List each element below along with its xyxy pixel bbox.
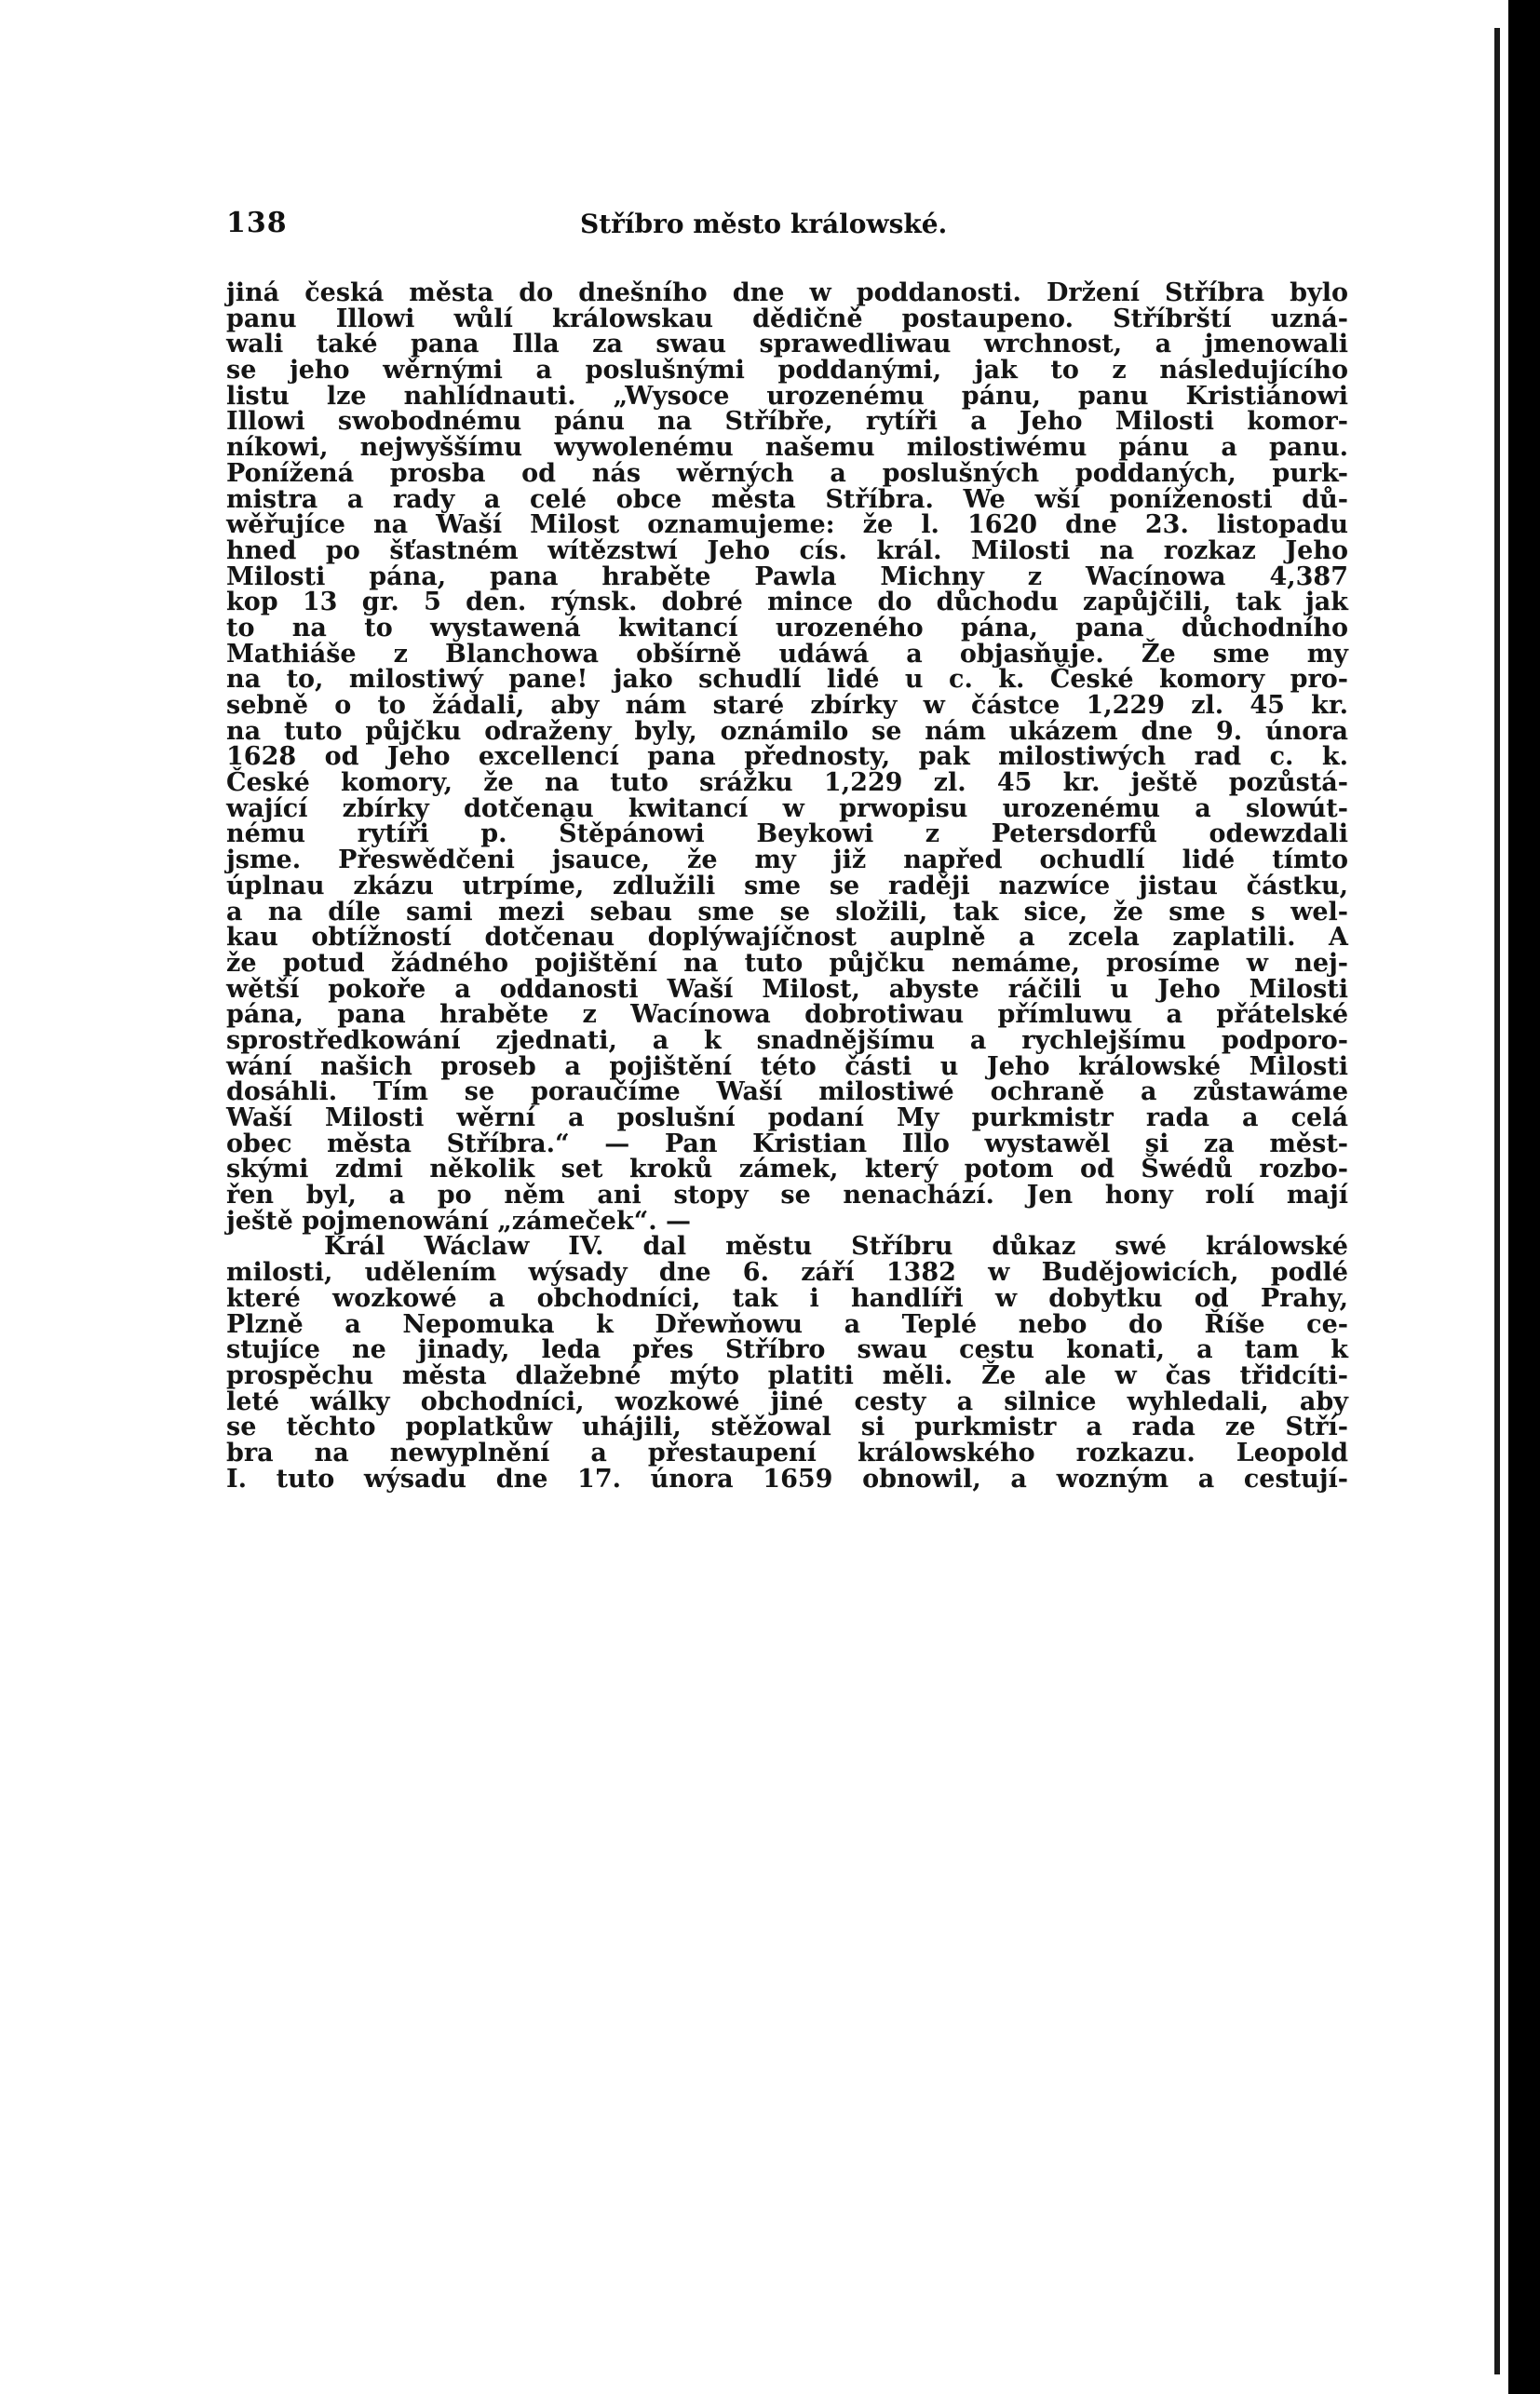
text-line: Plzně a Nepomuka k Dřewňowu a Teplé nebo do Říše ce-	[226, 1309, 1348, 1339]
text-line: na to, milostiwý pane! jako schudlí lidé u c. k. České komory pro-	[226, 665, 1348, 695]
text-line: obec města Stříbra.“ — Pan Kristian Illo wystawěl si za měst-	[226, 1129, 1348, 1158]
text-line: wání našich proseb a pojištění této části u Jeho králowské Milosti	[226, 1051, 1348, 1081]
text-line: Ponížená prosba od nás wěrných a poslušných poddaných, purk-	[226, 458, 1348, 488]
text-line: nému rytíři p. Štěpánowi Beykowi z Petersdorfů odewzdali	[226, 819, 1348, 849]
text-line: jiná česká města do dnešního dne w poddanosti. Držení Stříbra bylo	[226, 278, 1348, 307]
text-line: I. tuto wýsadu dne 17. února 1659 obnowil, a wozným a cestují-	[226, 1464, 1348, 1494]
text-line: stujíce ne jinady, leda přes Stříbro swau cestu konati, a tam k	[226, 1335, 1348, 1365]
page-header	[226, 207, 1348, 253]
text-line: Milosti pána, pana hraběte Pawla Michny z Wacínowa 4,387	[226, 561, 1348, 591]
text-line: wětší pokoře a oddanosti Waší Milost, abyste ráčili u Jeho Milosti	[226, 974, 1348, 1004]
page-number: 138	[226, 207, 288, 239]
text-line: dosáhli. Tím se poraučíme Waší milostiwé ochraně a zůstawáme	[226, 1077, 1348, 1107]
text-line: na tuto půjčku odraženy byly, oznámilo se nám ukázem dne 9. února	[226, 716, 1348, 746]
text-line: panu Illowi wůlí králowskau dědičně postaupeno. Stříbrští uzná-	[226, 304, 1348, 333]
text-line: a na díle sami mezi sebau sme se složili, tak sice, že sme s wel-	[226, 897, 1348, 926]
text-line: pána, pana hraběte z Wacínowa dobrotiwau přímluwu a přátelské	[226, 1000, 1348, 1030]
text-line: České komory, že na tuto srážku 1,229 zl. 45 kr. ještě pozůstá-	[226, 768, 1348, 798]
text-line: kau obtížností dotčenau doplýwajíčnost auplně a zcela zaplatili. A	[226, 923, 1348, 953]
text-line: wající zbírky dotčenau kwitancí w prwopisu urozenému a slowút-	[226, 793, 1348, 823]
text-line: skými zdmi několik set kroků zámek, který potom od Šwédů rozbo-	[226, 1155, 1348, 1184]
text-line: milosti, udělením wýsady dne 6. září 1382 w Budějowicích, podlé	[226, 1258, 1348, 1288]
text-line: sprostředkowání zjednati, a k snadnějšímu a rychlejšímu podporo-	[226, 1025, 1348, 1055]
text-line: se těchto poplatkůw uhájili, stěžowal si purkmistr a rada ze Stří-	[226, 1413, 1348, 1442]
text-line: wali také pana Illa za swau sprawedliwau wrchnost, a jmenowali	[226, 330, 1348, 359]
text-line: které wozkowé a obchodníci, tak i handlíři w dobytku od Prahy,	[226, 1283, 1348, 1313]
text-line: Waší Milosti wěrní a poslušní podaní My purkmistr rada a celá	[226, 1103, 1348, 1132]
text-line: úplnau zkázu utrpíme, zdlužili sme se raději nazwíce jistau částku,	[226, 871, 1348, 900]
page-fold-shadow	[1494, 28, 1500, 2374]
text-line: že potud žádného pojištění na tuto půjčku nemáme, prosíme w nej-	[226, 948, 1348, 978]
text-line: Král Wáclaw IV. dal městu Stříbru důkaz swé králowské	[324, 1232, 1348, 1262]
text-line: kop 13 gr. 5 den. rýnsk. dobré mince do důchodu zapůjčili, tak jak	[226, 588, 1348, 617]
text-line: leté wálky obchodníci, wozkowé jiné cesty a silnice wyhledali, aby	[226, 1386, 1348, 1416]
text-line: to na to wystawená kwitancí urozeného pána, pana důchodního	[226, 613, 1348, 642]
running-title: Stříbro město králowské.	[580, 209, 948, 239]
text-line: ještě pojmenowání „zámeček“. —	[226, 1206, 692, 1236]
text-line: Illowi swobodnému pánu na Stříbře, rytíři a Jeho Milosti komor-	[226, 407, 1348, 437]
text-line: listu lze nahlídnauti. „Wysoce urozenému pánu, panu Kristiánowi	[226, 381, 1348, 411]
body-text	[226, 280, 1348, 1492]
text-line: jsme. Přeswědčeni jsauce, že my již napřed ochudlí lidé tímto	[226, 845, 1348, 875]
text-line: hned po šťastném wítězstwí Jeho cís. král. Milosti na rozkaz Jeho	[226, 535, 1348, 565]
text-line: mistra a rady a celé obce města Stříbra. We wší poníženosti dů-	[226, 484, 1348, 514]
text-line: wěřujíce na Waší Milost oznamujeme: že l. 1620 dne 23. listopadu	[226, 510, 1348, 540]
text-line: bra na newyplnění a přestaupení králowského rozkazu. Leopold	[226, 1438, 1348, 1468]
text-line: prospěchu města dlažebné mýto platiti měli. Že ale w čas třidcíti-	[226, 1360, 1348, 1390]
text-line: sebně o to žádali, aby nám staré zbírky w částce 1,229 zl. 45 kr.	[226, 691, 1348, 720]
text-line: 1628 od Jeho excellencí pana přednosty, pak milostiwých rad c. k.	[226, 742, 1348, 772]
text-line: níkowi, nejwyššímu wywolenému našemu milostiwému pánu a panu.	[226, 433, 1348, 463]
text-line: řen byl, a po něm ani stopy se nenachází. Jen hony rolí mají	[226, 1181, 1348, 1211]
scan-border	[1508, 0, 1540, 2394]
text-line: se jeho wěrnými a poslušnými poddanými, jak to z následujícího	[226, 356, 1348, 385]
text-line: Mathiáše z Blanchowa obšírně udáwá a objasňuje. Že sme my	[226, 639, 1348, 669]
